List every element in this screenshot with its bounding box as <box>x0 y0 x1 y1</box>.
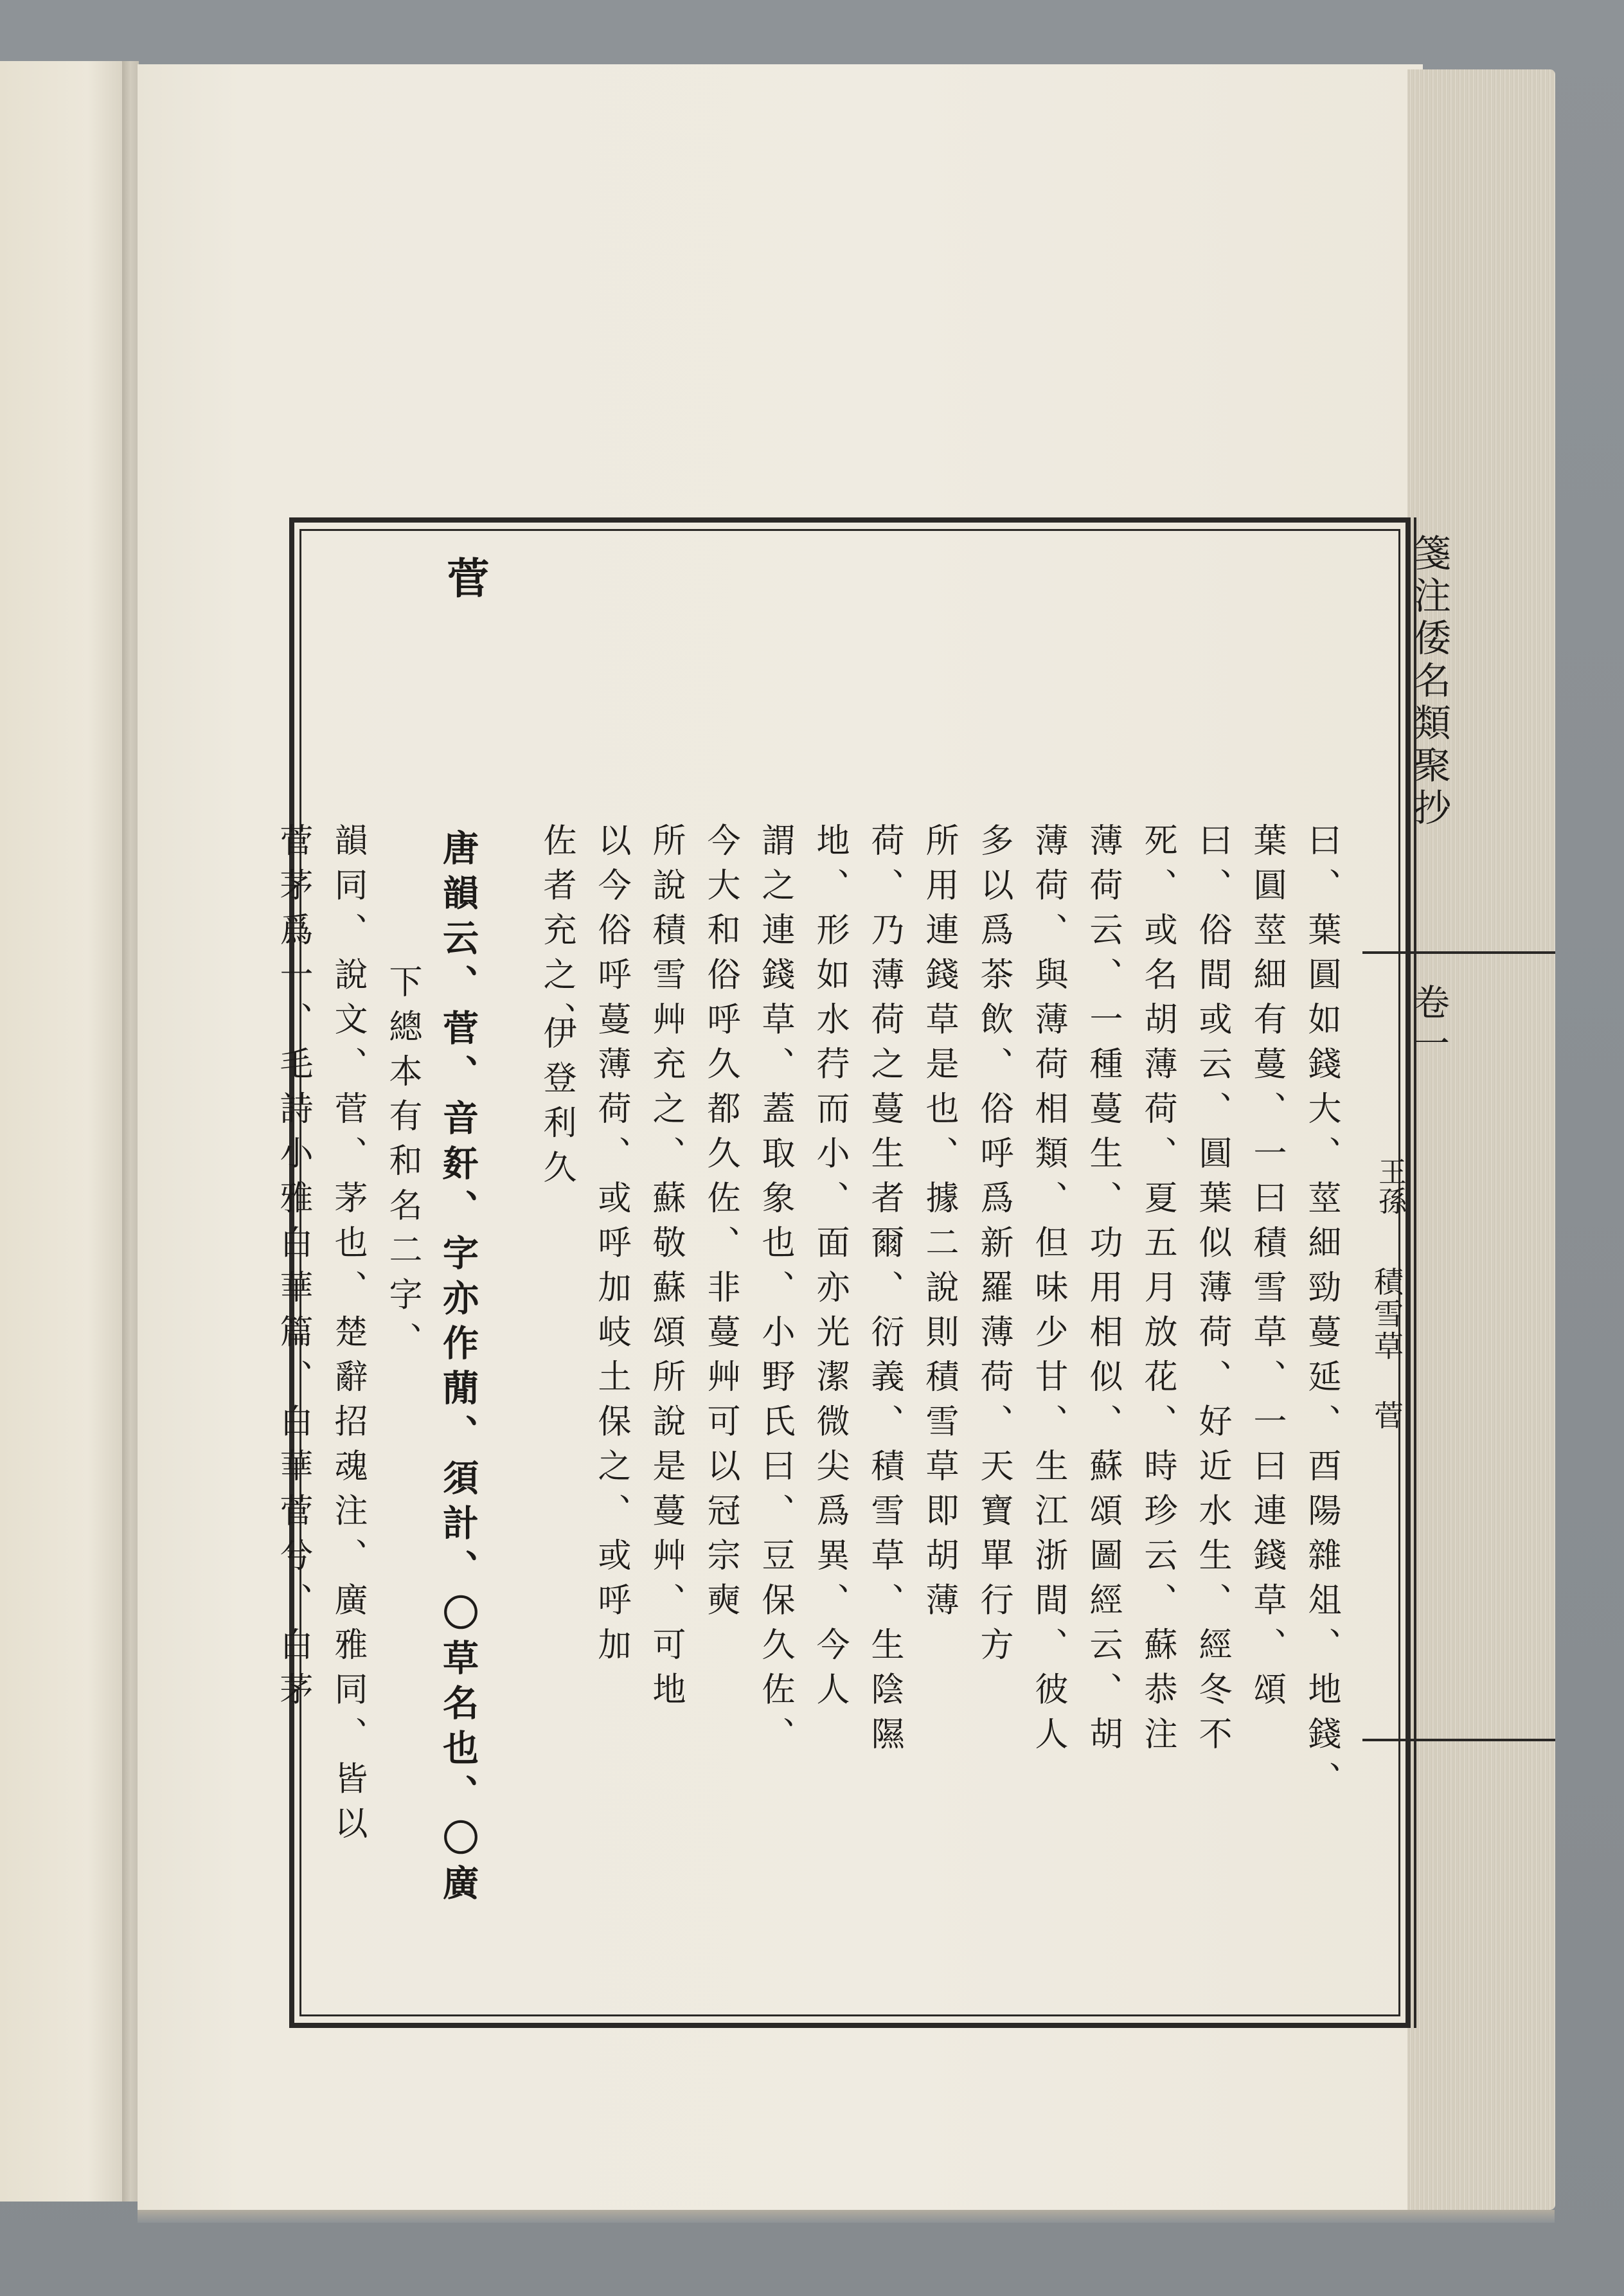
text-column: 曰、俗間或云、圓葉似薄荷、好近水生、經冬不 <box>1193 823 1231 1761</box>
entry-heading: 菅 <box>440 556 490 598</box>
text-column: 薄荷、與薄荷相類、但味少甘、生江浙間、彼人 <box>1029 823 1067 1761</box>
text-column: 地、形如水荇而小、面亦光潔微尖爲異、今人 <box>810 823 849 1716</box>
text-column: 下總本有和名二字、 <box>383 964 422 1367</box>
margin-rule <box>1362 1739 1555 1741</box>
text-column: 多以爲茶飲、俗呼爲新羅薄荷、天寶單行方 <box>974 823 1013 1672</box>
margin-section: 積雪草 菅 <box>1370 1266 1404 1432</box>
margin-title: 箋注倭名類聚抄 <box>1407 534 1451 830</box>
text-column: 死、或名胡薄荷、夏五月放花、時珍云、蘇恭注 <box>1138 823 1177 1761</box>
text-column: 佐者充之、 <box>537 823 576 1046</box>
entry-main-text: 唐韻云、菅、音姧、字亦作蕑、須計、〇草名也、〇廣 <box>437 829 479 1909</box>
text-column: 曰、葉圓如錢大、莖細勁蔓延、酉陽雜俎、地錢、 <box>1302 823 1341 1806</box>
margin-author: 王孫 <box>1373 1157 1406 1216</box>
text-column: 今大和俗呼久都久佐、非蔓艸可以冠宗奭 <box>701 823 740 1627</box>
left-page-edge <box>0 61 125 2202</box>
text-column: 所說積雪艸充之、蘇敬蘇頌所說是蔓艸、可地 <box>647 823 685 1716</box>
text-column: 韻同、說文、菅、茅也、楚辭招魂注、廣雅同、皆以 <box>328 823 367 1851</box>
margin-rule <box>1362 951 1555 954</box>
book-gutter <box>122 61 139 2202</box>
text-column: 以今俗呼蔓薄荷、或呼加岐土保之、或呼加 <box>592 823 630 1672</box>
text-column: 荷、乃薄荷之蔓生者爾、衍義、積雪草、生陰隰 <box>865 823 904 1761</box>
margin-volume: 卷一 <box>1408 983 1450 1066</box>
text-column: 薄荷云、一種蔓生、功用相似、蘇頌圖經云、胡 <box>1084 823 1122 1761</box>
text-column: 菅茅爲一、毛詩小雅白華篇、白華菅兮、白茅 <box>274 823 312 1716</box>
page-fore-edge <box>1407 69 1555 2210</box>
text-column: 伊登利久 <box>537 1016 576 1194</box>
text-column: 謂之連錢草、蓋取象也、小野氏曰、豆保久佐、 <box>756 823 794 1761</box>
book-bottom-shadow <box>138 2210 1555 2223</box>
text-column: 所用連錢草是也、據二說則積雪草即胡薄 <box>920 823 958 1627</box>
text-column: 葉圓莖細有蔓、一曰積雪草、一曰連錢草、頌 <box>1247 823 1286 1716</box>
